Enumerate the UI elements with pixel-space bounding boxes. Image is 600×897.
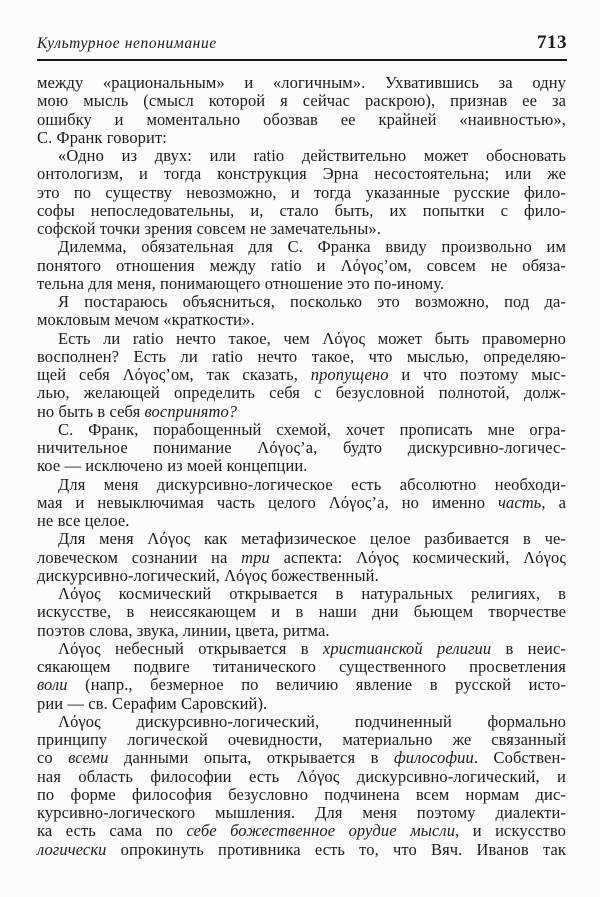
text-segment: Λόγος небесный открывается в [58, 638, 323, 658]
text-line [37, 603, 566, 621]
text-segment: (напр., безмерное по величию явление в русской исто- [67, 675, 566, 695]
text-segment: мою мысль (смысл которой я сейчас раскрою), признав ее за [37, 91, 566, 111]
text-line [37, 622, 566, 640]
paragraph [37, 585, 566, 640]
text-segment: мокловым мечом «краткости». [37, 310, 255, 330]
text-line [37, 439, 566, 457]
text-segment: аспекта: Λόγος космический, Λόγος [269, 547, 566, 567]
text-segment: мая и невыключимая часть целого Λόγος’а, но именно [37, 492, 499, 512]
text-line [37, 822, 566, 840]
text-segment: ничительное понимание Λόγος’а, будто дискурсивно-логичес- [37, 438, 566, 457]
text-segment: щей себя Λόγος’ом, так сказать, [37, 365, 311, 384]
text-segment: поэтов слова, звука, линии, цвета, ритма. [37, 620, 330, 640]
text-segment: , и искусство [455, 821, 566, 841]
text-segment: Для меня дискурсивно-логическое есть абсолютно необходи- [58, 474, 566, 494]
text-segment: кое — исключено из моей концепции. [37, 456, 308, 476]
text-segment: ка есть сама по [37, 821, 187, 841]
text-segment: Λόγος дискурсивно-логический, подчиненный формально [58, 711, 566, 731]
text-segment: Дилемма, обязательная для С. Франка ввиду произвольно им [58, 237, 566, 257]
emphasized-text: философии [393, 748, 474, 768]
text-segment: . Собствен- [473, 748, 566, 768]
text-line [37, 275, 566, 293]
text-segment: курсивно-логического мышления. Для меня поэтому диалекти- [37, 803, 566, 822]
text-segment: не все целое. [37, 511, 130, 530]
emphasized-text: воли [37, 675, 68, 695]
emphasized-text: воспринято? [144, 401, 238, 421]
text-line [37, 74, 566, 92]
paragraph [37, 238, 566, 293]
text-line [37, 804, 566, 822]
text-segment: со [37, 748, 69, 768]
text-line [37, 457, 566, 475]
text-segment: онтологизм, и тогда конструкция Эрна несостоятельна; или же [37, 164, 566, 184]
page-number: 713 [537, 32, 567, 53]
text-line [37, 165, 566, 183]
paragraph [37, 713, 566, 859]
emphasized-text: христианской религии [322, 638, 492, 658]
paragraph [37, 74, 566, 147]
emphasized-text: всеми [68, 748, 109, 768]
text-segment: софской точки зрения совсем не замечательны». [37, 219, 381, 238]
text-segment: восполнен? Есть ли ratio нечто такое, что мыслью, определяю- [37, 346, 566, 366]
text-line [37, 147, 566, 165]
text-line [37, 476, 566, 494]
page-header [37, 32, 567, 61]
text-line [37, 111, 566, 129]
text-segment: понятого отношения между ratio и Λόγος’ом, совсем не обяза- [37, 255, 566, 275]
text-segment: между «рациональным» и «логичным». Ухватившись за одну [37, 73, 566, 92]
text-line [37, 695, 566, 713]
emphasized-text: себе божественное орудие мысли [186, 821, 456, 841]
text-line [37, 202, 566, 220]
text-line [37, 403, 566, 421]
text-segment: рии — св. Серафим Саровский). [37, 693, 268, 713]
text-line [37, 549, 566, 567]
text-line [37, 384, 566, 402]
text-line [37, 184, 566, 202]
text-line [37, 676, 566, 694]
text-segment: но быть в себя [37, 401, 145, 421]
text-line [37, 494, 566, 512]
text-segment: Для меня Λόγος как метафизическое целое разбивается в че- [58, 529, 566, 549]
text-line [37, 293, 566, 311]
paragraph [37, 530, 566, 585]
text-segment: в неис- [491, 638, 566, 658]
text-line [37, 512, 566, 530]
paragraph [37, 330, 566, 421]
text-line [37, 640, 566, 658]
paragraph [37, 421, 566, 476]
emphasized-text: три [241, 547, 270, 567]
text-line [37, 658, 566, 676]
text-line [37, 585, 566, 603]
text-segment: это по существу невозможно, и тогда указанные русские фило- [37, 182, 566, 202]
emphasized-text: часть [498, 492, 542, 512]
text-segment: Есть ли ratio нечто такое, чем Λόγος может быть правомерно [58, 328, 566, 348]
text-line [37, 129, 566, 147]
text-segment: С. Франк говорит: [37, 127, 167, 147]
text-segment: и что поэтому мыс- [388, 365, 566, 384]
text-segment: софы непоследовательны, и, стало быть, их попытки с фило- [37, 200, 566, 220]
text-segment: данными опыта, открывается в [108, 748, 394, 768]
text-line [37, 348, 566, 366]
text-segment: , а [541, 492, 567, 512]
text-line [37, 421, 566, 439]
running-title: Культурное непонимание [37, 35, 217, 52]
text-segment: тельна для меня, понимающего отношение это по-иному. [37, 273, 445, 293]
text-line [37, 713, 566, 731]
text-segment: ошибку и моментально обозвав ее крайней «наивностью», [37, 109, 566, 129]
paragraph [37, 293, 566, 330]
text-segment: сякающем подвиге титанического существенного просветления [37, 657, 566, 676]
page-body [37, 74, 566, 859]
emphasized-text: логически [37, 839, 107, 859]
text-line [37, 330, 566, 348]
text-line [37, 311, 566, 329]
paragraph [37, 147, 566, 238]
text-line [37, 841, 566, 859]
emphasized-text: пропущено [310, 365, 389, 384]
text-line [37, 257, 566, 275]
text-segment: по форме философия безусловно подчинена всем нормам дис- [37, 784, 566, 804]
text-segment: дискурсивно-логический, Λόγος божественный. [37, 565, 379, 585]
text-line [37, 530, 566, 548]
text-line [37, 749, 566, 767]
paragraph [37, 476, 566, 531]
paragraph [37, 640, 566, 713]
text-segment: Λόγος космический открывается в натуральных религиях, в [58, 584, 566, 603]
text-segment: искусстве, в неиссякающем и в наши дни бьющем творчестве [37, 602, 566, 622]
text-segment: лью, желающей определить себя с безусловной полнотой, долж- [37, 383, 566, 403]
text-line [37, 92, 566, 110]
text-segment: опрокинуть противника есть то, что Вяч. Иванов так [106, 839, 566, 859]
text-segment: принципу логической очевидности, материально же связанный [37, 730, 566, 749]
text-line [37, 238, 566, 256]
text-segment: «Одно из двух: или ratio действительно может обосновать [58, 146, 566, 165]
text-line [37, 786, 566, 804]
text-segment: Я постараюсь объясниться, посколько это возможно, под да- [58, 292, 566, 311]
text-segment: С. Франк, порабощенный схемой, хочет прописать мне огра- [58, 419, 566, 439]
text-line [37, 731, 566, 749]
text-segment: ная область философии есть Λόγος дискурсивно-логический, и [37, 766, 566, 786]
text-line [37, 366, 566, 384]
text-segment: ловеческом сознании на [37, 547, 242, 567]
text-line [37, 220, 566, 238]
text-line [37, 768, 566, 786]
text-line [37, 567, 566, 585]
